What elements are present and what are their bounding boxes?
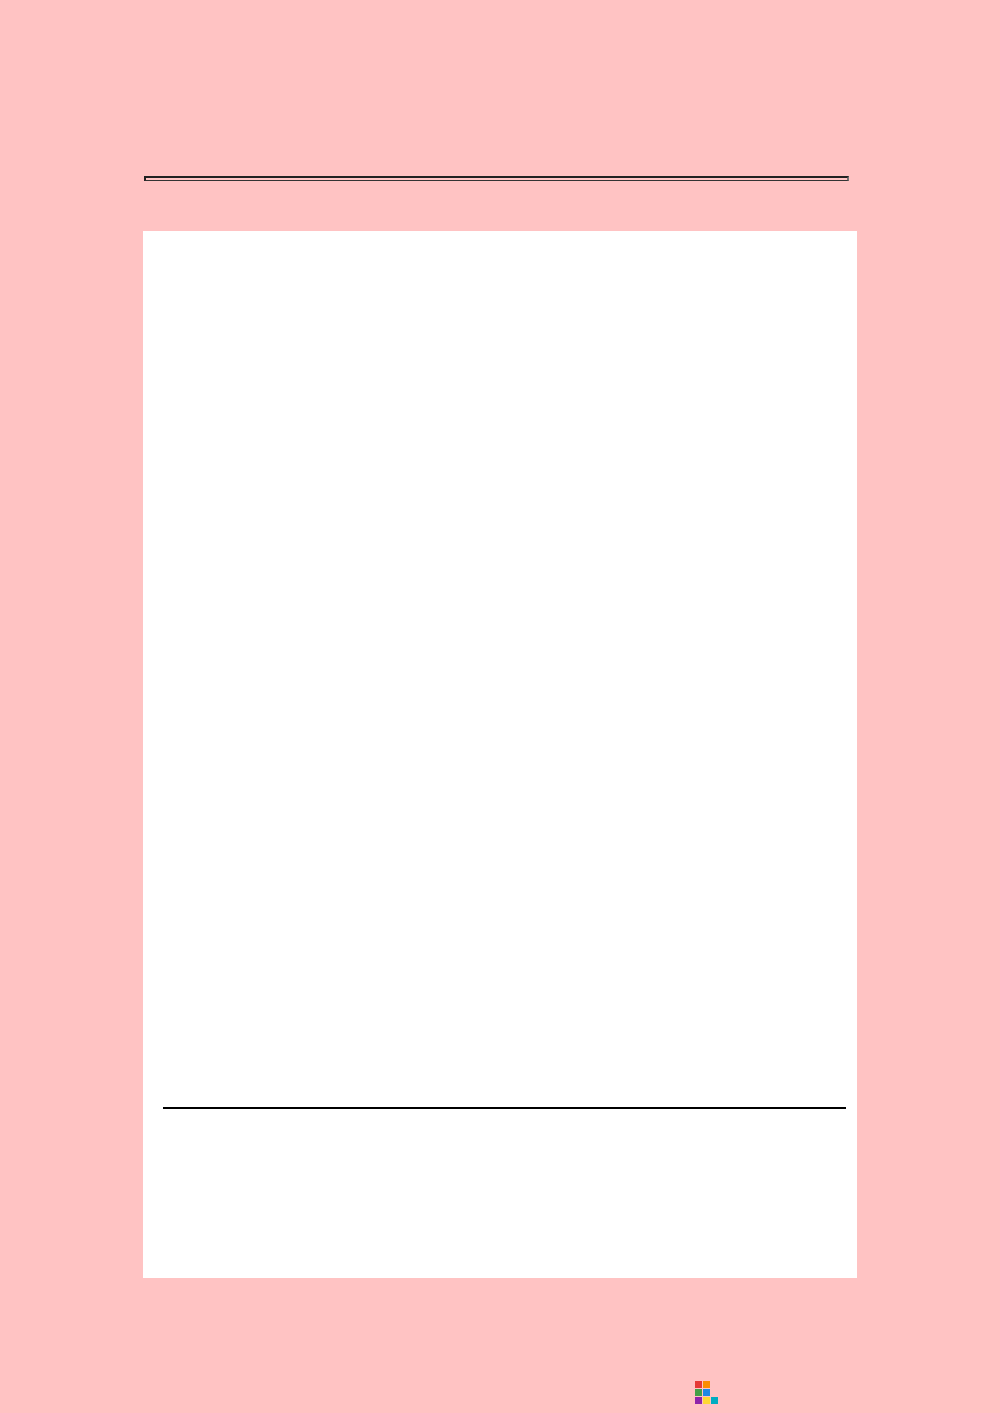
liveworksheets-logo[interactable] xyxy=(694,1378,722,1410)
words-divider xyxy=(163,1107,846,1109)
word-search-sheet xyxy=(143,231,857,1278)
answer-9-line[interactable] xyxy=(144,176,849,181)
liveworksheets-logo-icon xyxy=(694,1380,720,1408)
